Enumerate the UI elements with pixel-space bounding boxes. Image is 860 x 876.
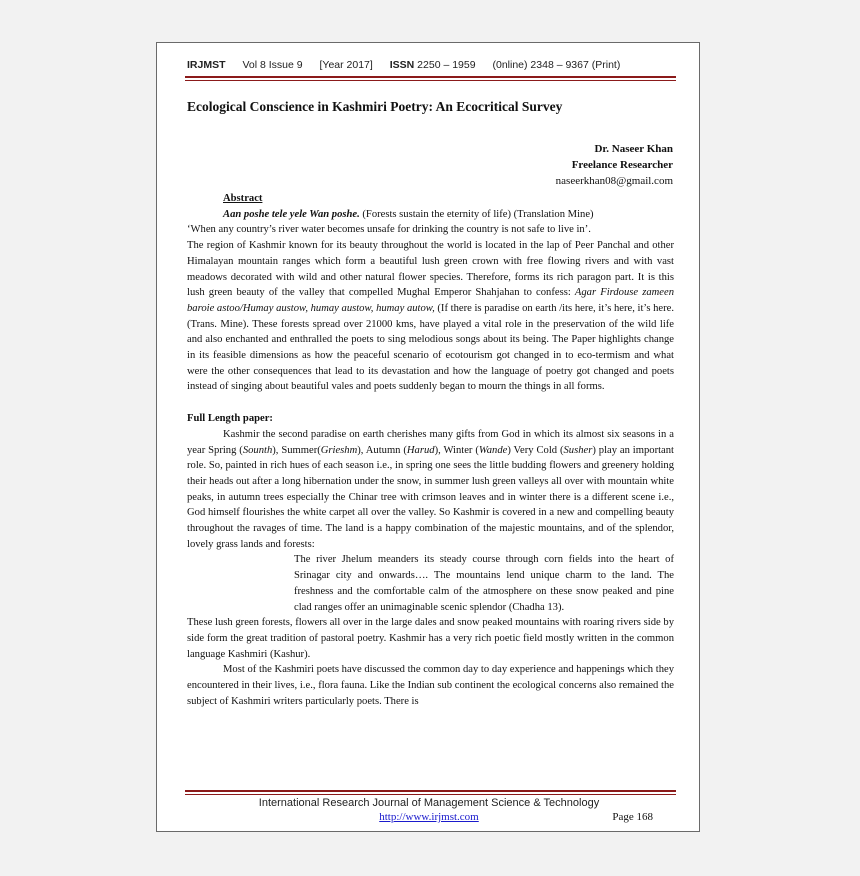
footer-rule-thin [185,794,676,795]
author-email: naseerkhan08@gmail.com [555,175,673,187]
paper-title: Ecological Conscience in Kashmiri Poetry: An Ecocritical Survey [187,99,563,114]
epigraph-kashmiri: Aan poshe tele yele Wan poshe. [223,208,360,220]
issn-print: 2250 – 1959 [417,59,476,71]
journal-abbr: IRJMST [187,59,226,71]
body-text [187,191,674,710]
footer-link[interactable]: http://www.irjmst.com [379,811,479,823]
block-quote: The river Jhelum meanders its steady course through corn fields into the heart of Srinagar city and onwards…. The mountains lend unique charm to the land. The freshness and the comfortable calm of the atmosphere on these snow peaked and pine clad ranges offer an unimaginable scenic splendor (Chadha 13). [294,554,674,613]
abstract-paragraph [187,238,674,395]
running-header [187,59,675,71]
paragraph-poets: Most of the Kashmiri poets have discussed the common day to day experience and happenings which they encountered in their lives, i.e., flora fauna. Like the Indian sub continent the ecological concerns also remained the subject of Kashmiri writers particularly poets. There is [187,664,674,707]
full-paper-heading [187,411,674,427]
footer-journal: International Research Journal of Management Science & Technology [258,797,600,809]
abstract-text-1: The region of Kashmir known for its beauty throughout the world is located in the lap of Peer Panchal and other Himalayan mountain ranges which form a beautiful lush green crown with free flowing rivers and with vast meadows decorated with wild and other natural flower species. Therefore, forms its rich paragon part. It is this lush green beauty of the valley that compelled Mughal Emperor Shahjahan to confess: [187,240,674,299]
document-page [156,42,700,832]
text: ), Autumn ( [357,444,407,456]
full-paper-heading-text: Full Length paper: [187,413,273,425]
author-role: Freelance Researcher [571,159,673,171]
header-rule-thin [185,80,676,81]
term: Sounth [242,444,273,456]
text: ), Winter ( [434,444,479,456]
issn-online: (0nline) 2348 – 9367 (Print) [492,59,621,71]
volume: Vol 8 Issue 9 [242,59,303,71]
abstract-heading: Abstract [223,193,263,204]
author-name: Dr. Naseer Khan [594,143,673,155]
text: Kashmir the second paradise on earth cherishes many gifts from God in which its almost six seasons in a year Spring ( [187,428,674,456]
footer-rule [185,790,676,792]
epigraph-line: ‘When any country’s river water becomes unsafe for drinking the country is not safe to live in’. [187,224,591,236]
year: [Year 2017] [319,59,373,71]
term: Grieshm [320,444,358,456]
epigraph-translation: (Forests sustain the eternity of life) (Translation Mine) [359,208,594,220]
paragraph-forests: These lush green forests, flowers all over in the large dales and snow peaked mountains with roaring rivers side by side form the great tradition of pastoral poetry. Kashmir has a very rich poetic field mostly written in the common language Kashmiri (Kashur). [187,617,674,660]
term: Susher [563,444,593,456]
text: ), Summer( [272,444,321,456]
term: Harud [406,444,435,456]
page-number: Page 168 [612,811,653,823]
abstract-text-italic: Agar Firdouse zameen baroie astoo/Humay austow, humay austow, humay autow, [187,287,674,314]
term: Wande [478,444,508,456]
issn-label: ISSN [389,59,415,71]
text: ) Very Cold ( [507,444,564,456]
abstract-epigraph [187,207,674,223]
abstract-text-2: (If there is paradise on earth /its here, it’s here, it’s here. (Trans. Mine). These forests spread over 21000 kms, have played a vital role in the preservation of the wild life and also enchanted and enthralled the poets to sing melodious songs about its being. The Paper highlights change in its feasible dimensions as how the peaceful scenario of ecotourism got changed in to eco-termism and what were the other consequences that lead to its devastation and how the language of poetry got changed and poets instead of singing about beautiful vales and poets suddenly began to mourn the things in all forms. [187,302,674,393]
text: ) play an important role. So, painted in rich hues of each season i.e., in spring one sees the little budding flowers and greenery holding their heads out after a long hibernation under the snow, in summer lush green valleys all over with mountain white peaks, in autumn trees especially the Chinar tree with crimson leaves and in winter there is a different scene i.e., God himself flourishes the white carpet all over the valley. So Kashmir is covered in a new and compelling beauty throughout the ravages of time. The land is a happy combination of the majestic mountains, and of the splendor, lovely grass lands and forests: [187,444,674,550]
header-rule [185,76,676,78]
paragraph-seasons [187,427,674,553]
